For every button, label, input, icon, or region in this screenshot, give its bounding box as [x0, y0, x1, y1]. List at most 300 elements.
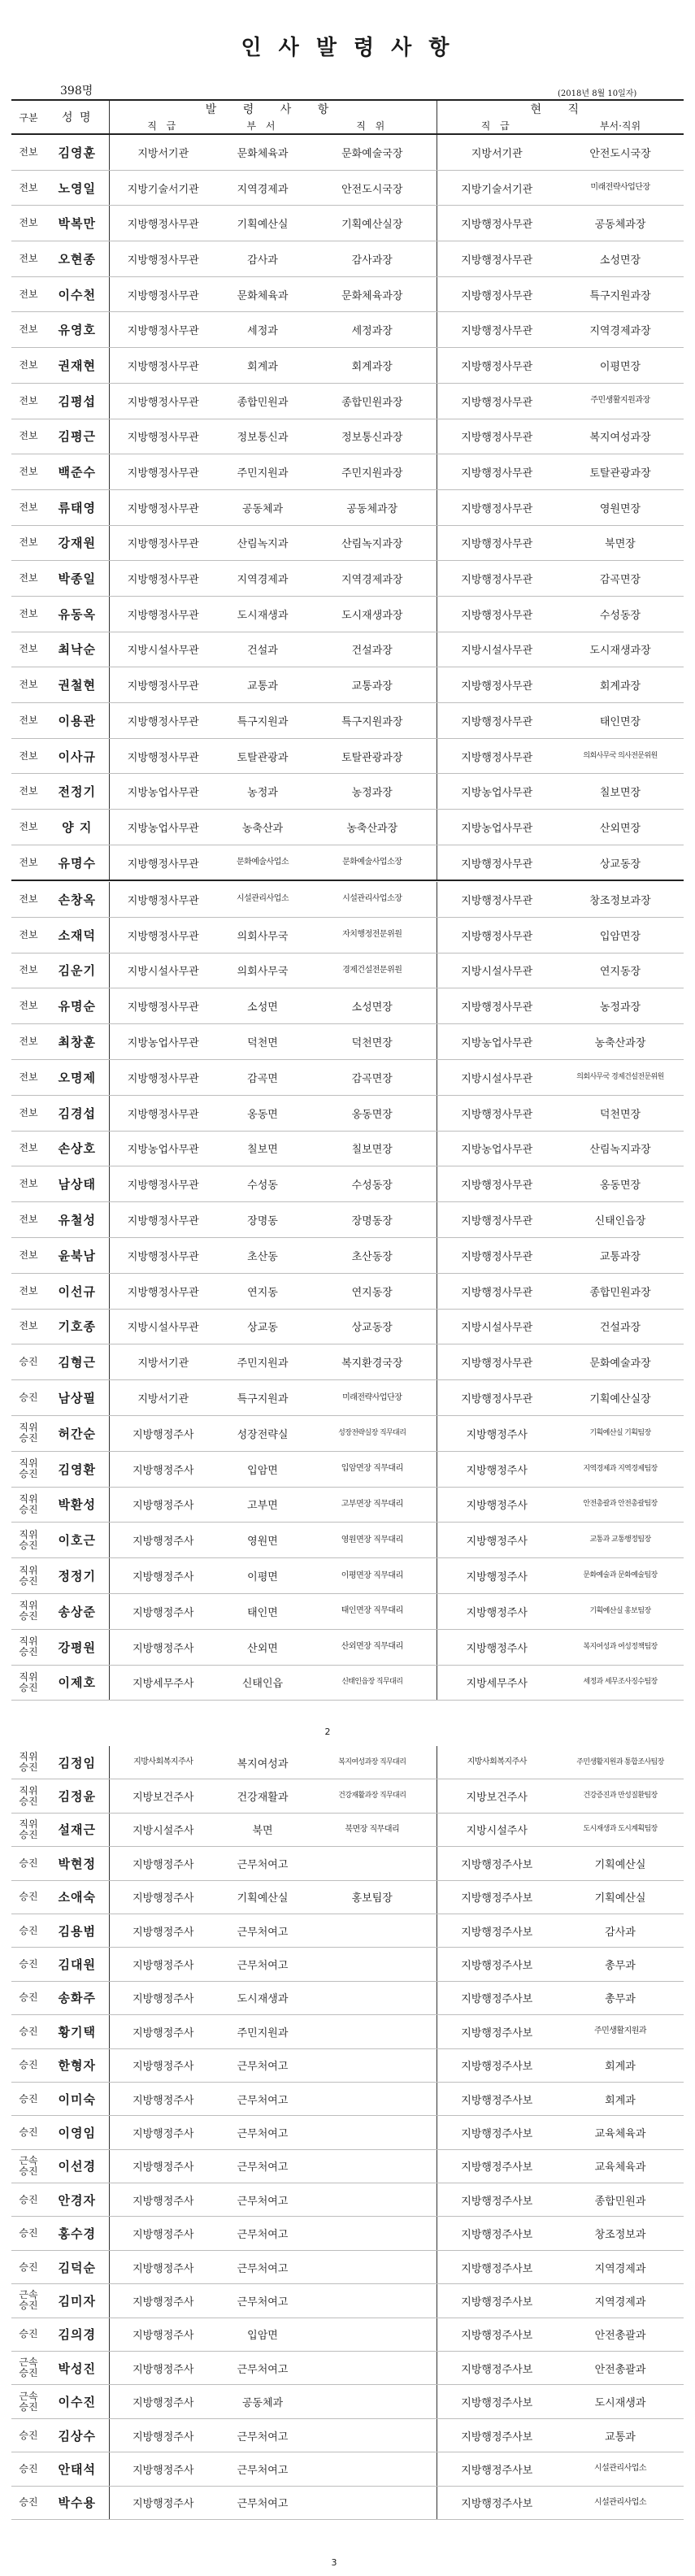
- cell-name: 노영일: [46, 170, 109, 206]
- cell-current-grade: 지방행정사무관: [437, 917, 557, 953]
- cell-current-grade: 지방행정사무관: [437, 454, 557, 490]
- cell-dept: 근무처여고: [217, 2149, 308, 2183]
- cell-position: [308, 2486, 437, 2519]
- cell-type: 승진: [11, 1847, 46, 1880]
- cell-name: 오현종: [46, 241, 109, 277]
- cell-name: 박현정: [46, 1847, 109, 1880]
- cell-position: 정보통신과장: [308, 419, 437, 454]
- cell-position: 문화체육과장: [308, 276, 437, 312]
- cell-name: 김미자: [46, 2284, 109, 2318]
- table-row: [11, 1095, 684, 1131]
- cell-name: 김정임: [46, 1746, 109, 1779]
- cell-name: 양 지: [46, 810, 109, 845]
- cell-current-grade: 지방행정사무관: [437, 1273, 557, 1309]
- cell-current-dept-position: 세정과 세무조사징수팀장: [557, 1665, 684, 1701]
- cell-type: 승진: [11, 2183, 46, 2217]
- table-row: [11, 882, 684, 917]
- cell-grade: 지방농업사무관: [109, 1131, 217, 1166]
- cell-grade: 지방행정사무관: [109, 1273, 217, 1309]
- cell-type: 승진: [11, 2486, 46, 2519]
- cell-position: 북면장 직무대리: [308, 1813, 437, 1846]
- table-row: [11, 1779, 684, 1813]
- table-row: [11, 1593, 684, 1629]
- cell-current-grade: 지방행정주사: [437, 1523, 557, 1558]
- cell-dept: 특구지원과: [217, 1380, 308, 1416]
- cell-type: 전보: [11, 953, 46, 988]
- cell-current-dept-position: 토탈관광과장: [557, 454, 684, 490]
- cell-grade: 지방행정사무관: [109, 845, 217, 880]
- cell-current-dept-position: 산외면장: [557, 810, 684, 845]
- cell-grade: 지방시설사무관: [109, 632, 217, 667]
- table-header-row: [11, 100, 684, 117]
- cell-position: 미래전략사업단장: [308, 1380, 437, 1416]
- cell-name: 안경자: [46, 2183, 109, 2217]
- cell-dept: 세정과: [217, 312, 308, 348]
- cell-current-dept-position: 옹동면장: [557, 1166, 684, 1202]
- cell-current-dept-position: 시설관리사업소: [557, 2452, 684, 2486]
- cell-type: 승진: [11, 2217, 46, 2250]
- cell-name: 이용관: [46, 703, 109, 739]
- cell-grade: 지방행정주사: [109, 1981, 217, 2014]
- cell-dept: 장명동: [217, 1202, 308, 1238]
- cell-current-dept-position: 건강증진과 만성질환팀장: [557, 1779, 684, 1813]
- cell-type: 전보: [11, 667, 46, 703]
- cell-current-dept-position: 덕천면장: [557, 1095, 684, 1131]
- cell-dept: 감곡면: [217, 1059, 308, 1095]
- header-grade: 직 급: [109, 117, 217, 134]
- cell-current-grade: 지방농업사무관: [437, 1024, 557, 1060]
- cell-current-dept-position: 신태인읍장: [557, 1202, 684, 1238]
- cell-grade: 지방보건주사: [109, 1779, 217, 1813]
- cell-name: 유명수: [46, 845, 109, 880]
- cell-current-dept-position: 시설관리사업소: [557, 2486, 684, 2519]
- cell-current-grade: 지방행정사무관: [437, 596, 557, 632]
- cell-current-dept-position: 지역경제과 지역경제팀장: [557, 1451, 684, 1487]
- page-number: 3: [331, 2557, 337, 2568]
- cell-type: 직위 승진: [11, 1746, 46, 1779]
- cell-current-dept-position: 총무과: [557, 1981, 684, 2014]
- cell-current-dept-position: 태인면장: [557, 703, 684, 739]
- cell-grade: 지방행정주사: [109, 2385, 217, 2418]
- cell-grade: 지방행정주사: [109, 1847, 217, 1880]
- table-row: [11, 1024, 684, 1060]
- cell-current-dept-position: 교통과: [557, 2418, 684, 2452]
- table-row: [11, 1059, 684, 1095]
- cell-current-grade: 지방서기관: [437, 134, 557, 170]
- document-title: 인 사 발 령 사 항: [241, 36, 454, 60]
- cell-position: 홍보팀장: [308, 1880, 437, 1914]
- cell-dept: 초산동: [217, 1237, 308, 1273]
- cell-dept: 문화체육과: [217, 134, 308, 170]
- header-dept: 부 서: [246, 119, 279, 132]
- cell-position: 자치행정전문위원: [308, 917, 437, 953]
- cell-dept: 지역경제과: [217, 170, 308, 206]
- cell-grade: 지방행정주사: [109, 2486, 217, 2519]
- table-row: [11, 2385, 684, 2418]
- effective-date: (2018년 8월 10일자): [558, 89, 637, 98]
- cell-dept: 기획예산실: [217, 1880, 308, 1914]
- cell-dept: 의회사무국: [217, 917, 308, 953]
- cell-dept: 건강재활과: [217, 1779, 308, 1813]
- cell-current-grade: 지방행정사무관: [437, 525, 557, 561]
- table-row: [11, 1813, 684, 1846]
- cell-type: 승진: [11, 2250, 46, 2283]
- cell-type: 승진: [11, 1380, 46, 1416]
- cell-current-grade: 지방행정주사보: [437, 2318, 557, 2351]
- cell-type: 전보: [11, 489, 46, 525]
- cell-name: 남상태: [46, 1166, 109, 1202]
- cell-current-dept-position: 이평면장: [557, 348, 684, 384]
- cell-grade: 지방행정주사: [109, 2284, 217, 2318]
- cell-current-grade: 지방시설사무관: [437, 953, 557, 988]
- cell-type: 직위 승진: [11, 1779, 46, 1813]
- cell-position: 태인면장 직무대리: [308, 1593, 437, 1629]
- cell-position: 공동체과장: [308, 489, 437, 525]
- cell-dept: 칠보면: [217, 1131, 308, 1166]
- cell-type: 전보: [11, 1131, 46, 1166]
- cell-position: 주민지원과장: [308, 454, 437, 490]
- table-row: [11, 2284, 684, 2318]
- cell-current-grade: 지방행정사무관: [437, 561, 557, 597]
- cell-current-grade: 지방행정사무관: [437, 1237, 557, 1273]
- cell-type: 승진: [11, 2015, 46, 2048]
- cell-current-dept-position: 입암면장: [557, 917, 684, 953]
- cell-current-dept-position: 소성면장: [557, 241, 684, 277]
- cell-name: 김대원: [46, 1948, 109, 1981]
- cell-dept: 근무처여고: [217, 2250, 308, 2283]
- cell-current-dept-position: 수성동장: [557, 596, 684, 632]
- cell-current-grade: 지방기술서기관: [437, 170, 557, 206]
- table-row: [11, 703, 684, 739]
- cell-dept: 특구지원과: [217, 703, 308, 739]
- cell-current-dept-position: 교통과장: [557, 1237, 684, 1273]
- cell-dept: 주민지원과: [217, 1344, 308, 1380]
- cell-current-dept-position: 의회사무국 의사전문위원: [557, 738, 684, 774]
- cell-type: 전보: [11, 348, 46, 384]
- personnel-table-page-1: [11, 99, 684, 881]
- cell-current-grade: 지방농업사무관: [437, 1131, 557, 1166]
- table-row: [11, 1380, 684, 1416]
- cell-current-dept-position: 안전도시국장: [557, 134, 684, 170]
- table-row: [11, 1523, 684, 1558]
- cell-current-grade: 지방행정사무관: [437, 882, 557, 917]
- cell-grade: 지방행정주사: [109, 2452, 217, 2486]
- cell-current-grade: 지방세무주사: [437, 1665, 557, 1701]
- cell-position: 안전도시국장: [308, 170, 437, 206]
- cell-grade: 지방행정사무관: [109, 454, 217, 490]
- cell-name: 한형자: [46, 2048, 109, 2082]
- cell-type: 직위 승진: [11, 1629, 46, 1665]
- table-row: [11, 2082, 684, 2115]
- table-row: [11, 2250, 684, 2283]
- cell-dept: 건설과: [217, 632, 308, 667]
- cell-name: 남상필: [46, 1380, 109, 1416]
- cell-grade: 지방행정사무관: [109, 703, 217, 739]
- cell-position: 지역경제과장: [308, 561, 437, 597]
- table-row: [11, 1487, 684, 1523]
- cell-position: [308, 2183, 437, 2217]
- cell-grade: 지방행정사무관: [109, 1095, 217, 1131]
- cell-name: 유동옥: [46, 596, 109, 632]
- cell-position: [308, 2250, 437, 2283]
- cell-grade: 지방행정주사: [109, 2116, 217, 2149]
- header-current: 현 직: [437, 100, 684, 117]
- cell-type: 전보: [11, 1166, 46, 1202]
- cell-name: 허간순: [46, 1415, 109, 1451]
- cell-type: 직위 승진: [11, 1451, 46, 1487]
- cell-position: 이평면장 직무대리: [308, 1558, 437, 1594]
- cell-dept: 상교동: [217, 1309, 308, 1344]
- cell-current-dept-position: 건설과장: [557, 1309, 684, 1344]
- cell-current-grade: 지방행정주사: [437, 1629, 557, 1665]
- cell-current-grade: 지방행정주사보: [437, 1847, 557, 1880]
- cell-grade: 지방행정주사: [109, 2352, 217, 2385]
- cell-current-grade: 지방행정주사보: [437, 2015, 557, 2048]
- table-row: [11, 1847, 684, 1880]
- table-body: [11, 882, 684, 1701]
- cell-current-dept-position: 주민생활지원과: [557, 2015, 684, 2048]
- cell-type: 전보: [11, 383, 46, 419]
- cell-current-grade: 지방행정사무관: [437, 1202, 557, 1238]
- cell-type: 승진: [11, 1880, 46, 1914]
- header-dept-position: 부서·직위: [599, 119, 641, 132]
- cell-current-dept-position: 농축산과장: [557, 1024, 684, 1060]
- cell-current-dept-position: 창조정보과: [557, 2217, 684, 2250]
- cell-name: 안태석: [46, 2452, 109, 2486]
- cell-type: 전보: [11, 917, 46, 953]
- table-row: [11, 1202, 684, 1238]
- cell-name: 이호근: [46, 1523, 109, 1558]
- cell-name: 이미숙: [46, 2082, 109, 2115]
- cell-current-dept-position: 북면장: [557, 525, 684, 561]
- cell-position: [308, 2082, 437, 2115]
- cell-position: [308, 2352, 437, 2385]
- cell-type: 전보: [11, 632, 46, 667]
- cell-current-dept-position: 농정과장: [557, 988, 684, 1024]
- cell-current-grade: 지방행정사무관: [437, 845, 557, 880]
- cell-current-grade: 지방시설사무관: [437, 632, 557, 667]
- cell-current-grade: 지방행정주사보: [437, 2149, 557, 2183]
- cell-current-grade: 지방행정주사보: [437, 2048, 557, 2082]
- table-row: [11, 2452, 684, 2486]
- cell-grade: 지방행정사무관: [109, 276, 217, 312]
- cell-current-grade: 지방사회복지주사: [437, 1746, 557, 1779]
- cell-grade: 지방행정주사: [109, 2015, 217, 2048]
- cell-current-grade: 지방행정사무관: [437, 383, 557, 419]
- table-row: [11, 561, 684, 597]
- cell-position: 농축산과장: [308, 810, 437, 845]
- cell-grade: 지방시설사무관: [109, 1309, 217, 1344]
- cell-position: 건강재활과장 직무대리: [308, 1779, 437, 1813]
- cell-name: 박수용: [46, 2486, 109, 2519]
- cell-current-dept-position: 회계과: [557, 2048, 684, 2082]
- cell-type: 승진: [11, 2048, 46, 2082]
- cell-dept: 영원면: [217, 1523, 308, 1558]
- table-row: [11, 774, 684, 810]
- cell-type: 전보: [11, 419, 46, 454]
- table-row: [11, 383, 684, 419]
- cell-grade: 지방행정사무관: [109, 561, 217, 597]
- cell-dept: 근무처여고: [217, 2048, 308, 2082]
- cell-current-grade: 지방행정사무관: [437, 1344, 557, 1380]
- cell-position: 수성동장: [308, 1166, 437, 1202]
- cell-dept: 근무처여고: [217, 2352, 308, 2385]
- cell-current-dept-position: 문화예술과장: [557, 1344, 684, 1380]
- table-row: [11, 1629, 684, 1665]
- cell-name: 박환성: [46, 1487, 109, 1523]
- cell-current-dept-position: 상교동장: [557, 845, 684, 880]
- table-row: [11, 1746, 684, 1779]
- cell-type: 전보: [11, 134, 46, 170]
- cell-grade: 지방행정주사: [109, 2318, 217, 2351]
- cell-current-dept-position: 복지여성과 여성정책팀장: [557, 1629, 684, 1665]
- cell-current-dept-position: 종합민원과장: [557, 1273, 684, 1309]
- cell-name: 전정기: [46, 774, 109, 810]
- table-row: [11, 2015, 684, 2048]
- cell-grade: 지방행정사무관: [109, 738, 217, 774]
- table-row: [11, 1273, 684, 1309]
- cell-current-grade: 지방행정사무관: [437, 489, 557, 525]
- cell-dept: 태인면: [217, 1593, 308, 1629]
- cell-current-dept-position: 복지여성과장: [557, 419, 684, 454]
- cell-name: 황기택: [46, 2015, 109, 2048]
- cell-current-dept-position: 의회사무국 경제건설전문위원: [557, 1059, 684, 1095]
- cell-grade: 지방행정주사: [109, 2418, 217, 2452]
- cell-grade: 지방서기관: [109, 1380, 217, 1416]
- cell-name: 이선경: [46, 2149, 109, 2183]
- cell-grade: 지방행정주사: [109, 2217, 217, 2250]
- cell-grade: 지방행정주사: [109, 2082, 217, 2115]
- cell-grade: 지방행정사무관: [109, 312, 217, 348]
- cell-current-dept-position: 문화예술과 문화예술팀장: [557, 1558, 684, 1594]
- cell-grade: 지방행정사무관: [109, 419, 217, 454]
- header-order: 발 령 사 항: [109, 100, 437, 117]
- cell-type: 직위 승진: [11, 1415, 46, 1451]
- cell-name: 박종일: [46, 561, 109, 597]
- cell-position: 칠보면장: [308, 1131, 437, 1166]
- cell-current-grade: 지방행정사무관: [437, 1380, 557, 1416]
- cell-current-grade: 지방행정사무관: [437, 988, 557, 1024]
- cell-grade: 지방서기관: [109, 134, 217, 170]
- cell-dept: 근무처여고: [217, 2418, 308, 2452]
- cell-type: 전보: [11, 1202, 46, 1238]
- cell-dept: 근무처여고: [217, 1914, 308, 1947]
- cell-dept: 근무처여고: [217, 2183, 308, 2217]
- cell-position: 세정과장: [308, 312, 437, 348]
- cell-current-grade: 지방행정사무관: [437, 276, 557, 312]
- cell-current-grade: 지방시설사무관: [437, 1309, 557, 1344]
- cell-position: 농정과장: [308, 774, 437, 810]
- cell-dept: 입암면: [217, 1451, 308, 1487]
- cell-dept: 성장전략실: [217, 1415, 308, 1451]
- cell-type: 전보: [11, 845, 46, 880]
- table-row: [11, 2183, 684, 2217]
- cell-name: 소애숙: [46, 1880, 109, 1914]
- cell-dept: 종합민원과: [217, 383, 308, 419]
- table-row: [11, 489, 684, 525]
- table-row: [11, 953, 684, 988]
- cell-position: 문화예술사업소장: [308, 845, 437, 880]
- cell-position: 특구지원과장: [308, 703, 437, 739]
- cell-type: 전보: [11, 1273, 46, 1309]
- header-position: 직 위: [356, 119, 389, 132]
- personnel-table-page-2: [11, 882, 684, 1701]
- table-row: [11, 2486, 684, 2519]
- cell-grade: 지방행정주사: [109, 1558, 217, 1594]
- table-row: [11, 2318, 684, 2351]
- cell-name: 송화주: [46, 1981, 109, 2014]
- cell-current-dept-position: 기획예산실 홍보팀장: [557, 1593, 684, 1629]
- cell-grade: 지방행정사무관: [109, 667, 217, 703]
- cell-name: 강재원: [46, 525, 109, 561]
- cell-type: 승진: [11, 2082, 46, 2115]
- cell-position: [308, 2284, 437, 2318]
- cell-current-dept-position: 안전총괄과: [557, 2352, 684, 2385]
- cell-grade: 지방행정사무관: [109, 988, 217, 1024]
- cell-current-grade: 지방행정사무관: [437, 312, 557, 348]
- cell-position: [308, 1847, 437, 1880]
- table-row: [11, 1166, 684, 1202]
- cell-name: 박복만: [46, 206, 109, 241]
- cell-type: 근속 승진: [11, 2352, 46, 2385]
- cell-type: 전보: [11, 276, 46, 312]
- cell-current-dept-position: 교육체육과: [557, 2116, 684, 2149]
- cell-name: 김덕순: [46, 2250, 109, 2283]
- table-row: [11, 454, 684, 490]
- cell-position: 고부면장 직무대리: [308, 1487, 437, 1523]
- cell-current-grade: 지방행정주사: [437, 1451, 557, 1487]
- cell-name: 유명순: [46, 988, 109, 1024]
- table-row: [11, 1981, 684, 2014]
- cell-current-dept-position: 도시재생과: [557, 2385, 684, 2418]
- table-row: [11, 2149, 684, 2183]
- cell-dept: 문화체육과: [217, 276, 308, 312]
- table-row: [11, 596, 684, 632]
- cell-type: 직위 승진: [11, 1487, 46, 1523]
- cell-dept: 공동체과: [217, 489, 308, 525]
- cell-dept: 의회사무국: [217, 953, 308, 988]
- cell-grade: 지방행정사무관: [109, 206, 217, 241]
- cell-current-dept-position: 기획예산실장: [557, 1380, 684, 1416]
- cell-type: 직위 승진: [11, 1523, 46, 1558]
- cell-type: 승진: [11, 2418, 46, 2452]
- cell-current-dept-position: 도시재생과장: [557, 632, 684, 667]
- cell-dept: 시설관리사업소: [217, 882, 308, 917]
- cell-name: 유영호: [46, 312, 109, 348]
- cell-grade: 지방행정주사: [109, 1880, 217, 1914]
- cell-position: 옹동면장: [308, 1095, 437, 1131]
- table-row: [11, 241, 684, 277]
- cell-type: 전보: [11, 1024, 46, 1060]
- cell-current-dept-position: 특구지원과장: [557, 276, 684, 312]
- cell-grade: 지방세무주사: [109, 1665, 217, 1701]
- cell-type: 승진: [11, 1914, 46, 1947]
- cell-name: 김평근: [46, 419, 109, 454]
- cell-grade: 지방행정사무관: [109, 489, 217, 525]
- cell-dept: 감사과: [217, 241, 308, 277]
- table-row: [11, 1131, 684, 1166]
- cell-grade: 지방농업사무관: [109, 774, 217, 810]
- cell-current-grade: 지방행정사무관: [437, 206, 557, 241]
- table-row: [11, 419, 684, 454]
- cell-current-dept-position: 도시재생과 도시계획팀장: [557, 1813, 684, 1846]
- cell-name: 오명제: [46, 1059, 109, 1095]
- cell-dept: 주민지원과: [217, 2015, 308, 2048]
- header-type: 구분: [19, 111, 38, 124]
- cell-current-grade: 지방시설주사: [437, 1813, 557, 1846]
- cell-position: 복지여성과장 직무대리: [308, 1746, 437, 1779]
- cell-current-dept-position: 창조정보과장: [557, 882, 684, 917]
